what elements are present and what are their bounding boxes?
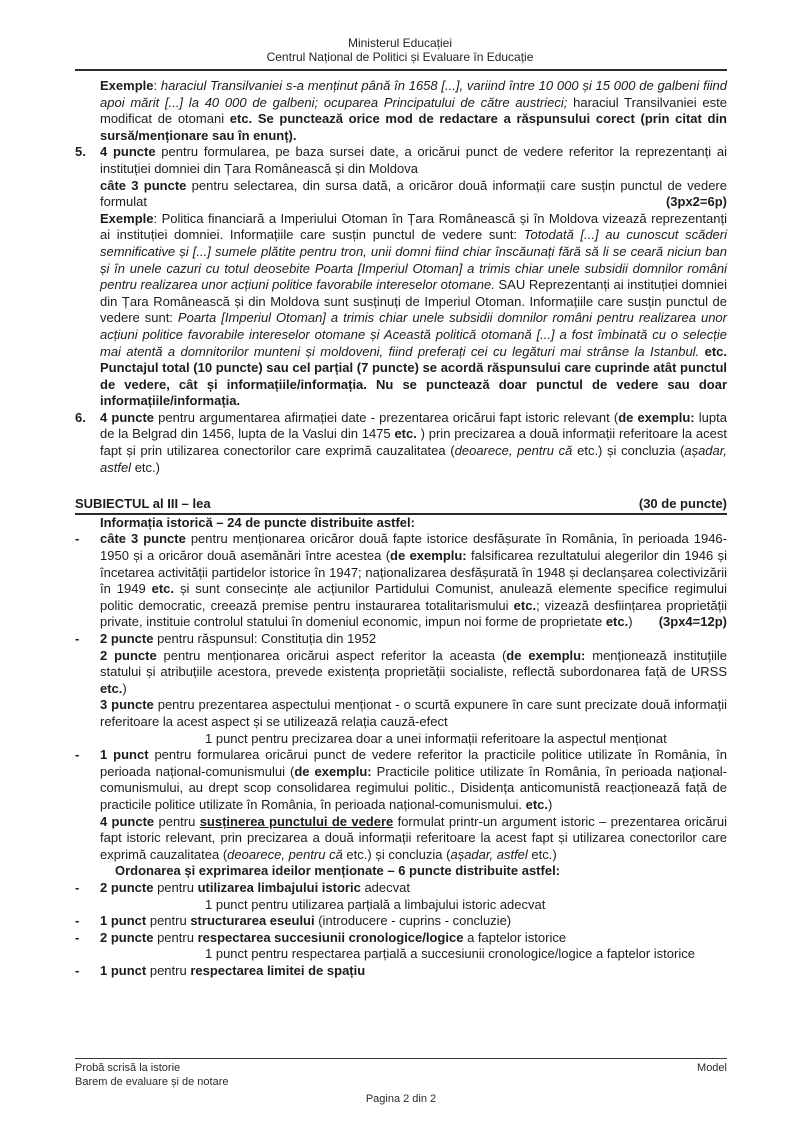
subject-3-heading [75,496,727,515]
footer-model-label: Model [697,1062,727,1074]
text-segment: Totodată [...] au cunoscut scăderi semnificative și [...] sumele plătite pentru tron, unii domni fiind chiar înscăunați fără să li se ceară niciun ban și în unele cazuri cu totul deosebite Poarta [Imperiul Otoman] a trimis chiar unele subsidii domnilor români pentru realizarea unor acțiuni politice favorabile intereselor otomane. [100,227,727,293]
text-segment: structurarea eseului [190,913,315,929]
item-body [100,963,727,980]
text-segment: pentru [146,962,191,978]
text-segment: așadar, astfel [100,443,727,475]
paragraph [100,211,727,410]
text-segment: lupta de la Belgrad din 1456, lupta de la Vaslui din 1475 [100,409,727,442]
text-segment: 1 punct pentru utilizarea parțială a limbajului istoric adecvat [205,896,546,912]
ministry-name: Ministerul Educației [347,36,453,50]
bullet-dash: - [75,913,80,929]
text-segment: formulat printr-un argument istoric – prezentarea oricărui fapt istoric relevant, prin precizarea a două informații referitoare la acest fapt și utilizarea conectorilor care exprimă cauzalitatea ( [100,813,727,862]
score-tag: (3px2=6p) [665,194,727,210]
text-segment: etc. [513,597,537,613]
text-segment: etc. Punctajul total (10 puncte) sau cel parțial (7 puncte) se acordă răspunsului care cuprinde atât punctul de vedere, cât și informațiile/informația. Nu se punctează doar punctul de vedere sau doar informațiile/informația. [100,343,727,409]
paragraph [100,144,727,177]
bullet-two-historical-facts [75,531,727,631]
text-segment: Practicile politice utilizate în România, în perioada național-comunismului, au drept scop consolidarea regimului politic., Disidența anticomunistă reacționează față de practicile politice utilizate în România, în perioada național-comunismului. [100,763,727,812]
text-segment: ) [122,680,127,696]
sub-point-line [100,897,727,914]
bullet-dash: - [75,631,80,646]
bullet-dash: - [75,929,80,945]
item-body [100,880,727,913]
subject-heading-title: SUBIECTUL al III – lea [75,496,211,512]
text-segment: susținerea punctului de vedere [199,813,394,829]
text-segment: ) prin precizarea a două informații referitoare la acest fapt și prin utilizarea conectorilor care exprimă cauzalitatea ( [100,426,727,459]
text-segment: menționează instituțiile statului și atribuțiile acestora, prevede existența proprietății socialiste, reflectă subordonarea față de URSS [100,647,727,680]
footer-exam-type: Probă scrisă la istorie [75,1062,181,1074]
text-segment: pentru răspunsul: Constituția din 1952 [153,631,377,646]
item-body [100,747,727,863]
text-segment: 1 punct [100,747,149,763]
text-segment: etc.) și concluzia ( [572,443,685,459]
item-body [100,930,727,963]
item-body [100,531,727,631]
historical-info-subheading [100,515,727,532]
bullet-point-of-view [75,747,727,863]
text-segment: ) [548,796,553,812]
bullet-historical-language [75,880,727,913]
text-segment: 2 puncte [100,631,154,646]
footer-doc-type: Barem de evaluare și de notare [75,1075,229,1088]
text-segment: respectarea succesiunii cronologice/logice [197,929,464,945]
text-segment: 2 puncte [100,647,157,663]
text-segment: așadar, astfel [450,846,528,862]
paragraph [100,631,727,648]
text-segment: Informația istorică – 24 de puncte distribuite astfel: [100,514,415,530]
text-segment: câte 3 puncte [100,531,186,547]
document-body [0,71,800,979]
text-segment: pentru [153,929,198,945]
text-segment: : Politica financiară a Imperiului Otoman în Țara Românească și în Moldova vizează reprezentanți ai instituției domniei. Informațiile care susțin punctul de vedere sunt: [100,210,727,243]
item-number: 5. [75,144,86,160]
text-segment: deoarece, pentru că [454,443,573,459]
subject-heading-points: (30 de puncte) [638,496,727,512]
item-number: 6. [75,409,86,425]
text-segment: 4 puncte [100,144,156,160]
text-segment: pentru argumentarea afirmației date - prezentarea oricărui fapt istoric relevant ( [154,409,619,425]
text-segment: 1 punct pentru respectarea parțială a succesiunii cronologice/logice a faptelor istorice [205,946,695,962]
sub-point-line [100,946,727,963]
text-segment: și sunt consecințe ale acțiunilor Partidului Comunist, anulează elemente specifice regimului politic democratic, creează premise pentru instaurarea totalitarismului [100,581,727,613]
paragraph [100,178,727,211]
text-segment: pentru prezentarea aspectului menționat - o scurtă expunere în care sunt precizate două informații referitoare la acest aspect și se utilizează relația cauză-efect [100,697,727,729]
text-segment: pentru menționarea oricărui aspect referitor la aceasta ( [156,647,507,663]
bullet-dash: - [75,879,80,895]
text-segment: câte 3 puncte [100,177,187,193]
paragraph [100,747,727,813]
rubric-item-6 [75,410,727,476]
page-number: Pagina 2 din 2 [365,1093,437,1105]
item-body [100,913,727,930]
rubric-item-5 [75,144,727,410]
text-segment: 4 puncte [100,813,155,829]
document-header [0,0,800,64]
paragraph [100,913,727,930]
text-segment: etc. [151,581,175,597]
text-segment: respectarea limitei de spațiu [190,962,366,978]
ordering-subheading [115,863,727,880]
footer-divider [75,1058,727,1059]
paragraph [100,531,727,631]
bullet-essay-structure [75,913,727,930]
text-segment: adecvat [360,879,410,895]
footer-row [75,1062,727,1089]
text-segment: 3 puncte [100,697,154,713]
sub-point-line [100,731,727,748]
text-segment: ; vizează desființarea proprietății private, instituie controlul statului în domeniul economic, impun noi forme de proprietate [100,597,727,630]
bullet-dash: - [75,962,80,978]
text-segment: Exemple [100,210,154,226]
text-segment: etc.) [527,846,557,862]
text-segment: etc. [394,426,417,442]
paragraph [100,648,727,698]
text-segment: pentru formularea oricărui punct de vedere referitor la practicile politice utilizate în România, în perioada național-comunismului ( [100,747,727,779]
paragraph [100,963,727,980]
bullet-dash: - [75,531,80,547]
text-segment: de exemplu: [390,548,467,564]
text-segment: pentru [146,913,191,929]
text-segment: etc. [605,614,629,630]
text-segment: 1 punct [100,962,147,978]
item-body [100,410,727,476]
paragraph [100,814,727,864]
text-segment: de exemplu: [506,647,586,663]
text-segment: : [153,78,161,93]
text-segment: Ordonarea și exprimarea ideilor menționate – 6 puncte distribuite astfel: [115,863,561,879]
text-segment: deoarece, pentru că [227,846,343,862]
text-segment: etc.) și concluzia ( [342,846,451,862]
text-segment: de exemplu: [618,409,695,425]
text-segment: 2 puncte [100,929,154,945]
text-segment: Poarta [Imperiul Otoman] a trimis chiar unele subsidii domnilor români pentru realizarea unor acțiuni politice favorabile intereselor otomane și Această politică otomană [...] a fost îmbinată cu o selecție mai atentă a domnitorilor munteni și moldoveni, fiind preferați cei cu legături mai strânse la Istanbul. [100,310,727,359]
text-segment: etc. [100,680,123,696]
text-segment: haraciul Transilvaniei s-a menținut până în 1658 [...], variind între 10 000 și 15 000 de galbeni fiind apoi mărit [...] la 40 000 de galbeni; ocuparea Principatului de către austrieci; [100,78,727,110]
paragraph [100,880,727,897]
text-segment: 1 punct [100,913,147,929]
text-segment: haraciul Transilvaniei este modificat de otomani [100,94,727,127]
item-body [100,144,727,410]
text-segment: pentru selectarea, din sursa dată, a oricăror două informații care susțin punctul de vedere formulat [100,177,727,210]
text-segment: SAU Reprezentanți ai instituției domniei din Țara Românească și din Moldova sunt susținuți de Imperiul Otoman. Informațiile care susțin punctul de vedere sunt: [100,277,727,326]
paragraph [100,410,727,476]
center-name: Centrul Național de Politici și Evaluare în Educație [266,50,534,64]
paragraph [100,697,727,730]
document-footer [75,1058,727,1107]
bullet-dash: - [75,747,80,763]
text-segment: etc.) [131,459,160,475]
text-segment: 4 puncte [100,409,155,425]
bullet-chronological-order [75,930,727,963]
footer-left [75,1062,228,1089]
item-body [100,631,727,747]
text-segment: pentru menționarea oricăror două fapte istorice desfășurate în România, în perioada 1946-1950 și a oricăror două asemănări între acestea ( [100,531,727,564]
text-segment: 1 punct pentru precizarea doar a unei informații referitoare la aspectul menționat [205,730,667,746]
text-segment: (introducere - cuprins - concluzie) [314,913,512,929]
text-segment: etc. Se punctează orice mod de redactare a răspunsului corect (prin citat din sursă/menționare sau în enunț). [100,111,727,143]
bullet-constitution-1952 [75,631,727,747]
text-segment: 2 puncte [100,879,154,895]
text-segment: pentru [154,813,200,829]
bullet-space-limit [75,963,727,980]
text-segment: ) [628,614,633,630]
text-segment: a faptelor istorice [463,929,567,945]
text-segment: etc. [525,796,549,812]
item4-examples-paragraph [100,78,727,144]
text-segment: pentru formularea, pe baza sursei date, a oricărui punct de vedere referitor la reprezentanți ai instituției domniei din Țara Românească și din Moldova [100,144,727,176]
paragraph [100,930,727,947]
score-tag: (3px4=12p) [658,614,727,630]
text-segment: utilizarea limbajului istoric [197,879,361,895]
text-segment: de exemplu: [294,763,372,779]
text-segment: pentru [153,879,198,895]
text-segment: Exemple [100,78,154,93]
text-segment: falsificarea rezultatului alegerilor din 1946 și încetarea activității partidelor istorice în 1947; naționalizarea desfășurată în 1948 și declanșarea colectivizării în 1949 [100,548,727,597]
